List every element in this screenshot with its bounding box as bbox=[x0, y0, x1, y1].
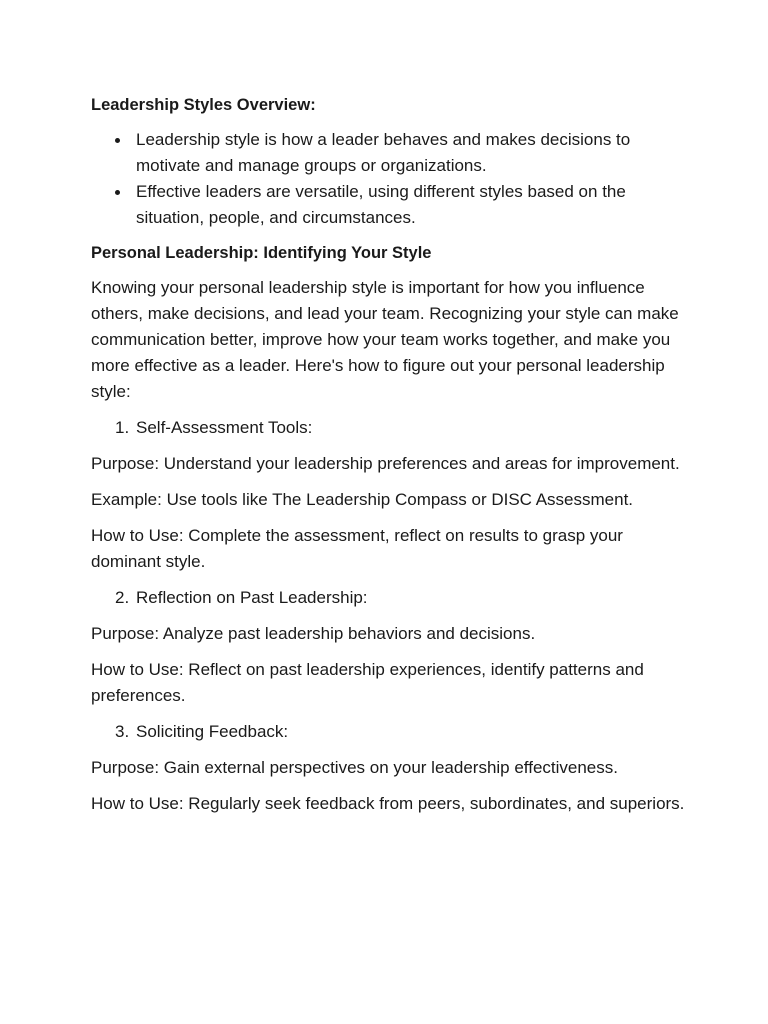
numbered-item-feedback bbox=[91, 719, 691, 745]
item-number: 2. bbox=[115, 588, 130, 607]
bullet-text: Effective leaders are versatile, using different styles based on the situation, people, and circumstances. bbox=[136, 182, 626, 227]
numbered-item-self-assessment bbox=[91, 415, 691, 441]
example-paragraph: Example: Use tools like The Leadership Compass or DISC Assessment. bbox=[91, 490, 634, 509]
purpose-paragraph: Purpose: Understand your leadership preferences and areas for improvement. bbox=[91, 454, 680, 473]
bullet-list bbox=[91, 127, 691, 231]
bullet-text: Leadership style is how a leader behaves and makes decisions to motivate and manage groups or organizations. bbox=[136, 130, 631, 175]
bullet-item bbox=[91, 127, 691, 179]
item-number: 1. bbox=[115, 418, 130, 437]
item-number: 3. bbox=[115, 722, 130, 741]
how-to-use-paragraph: How to Use: Reflect on past leadership experiences, identify patterns and preferences. bbox=[91, 660, 644, 705]
bullet-dot-icon bbox=[115, 190, 120, 195]
intro-paragraph: Knowing your personal leadership style is important for how you influence others, make decisions, and lead your team. Recognizing your style can make communication better, improve how your team works together, and make you more effective as a leader. Here's how to figure out your personal leadership style: bbox=[91, 278, 679, 401]
item-title: Soliciting Feedback: bbox=[136, 722, 289, 741]
numbered-item-reflection bbox=[91, 585, 691, 611]
item-title: Reflection on Past Leadership: bbox=[136, 588, 368, 607]
how-to-use-paragraph: How to Use: Regularly seek feedback from peers, subordinates, and superiors. bbox=[91, 794, 685, 813]
section-heading-personal-leadership: Personal Leadership: Identifying Your Style bbox=[91, 244, 432, 262]
bullet-item bbox=[91, 179, 691, 231]
section-heading-styles-overview: Leadership Styles Overview: bbox=[91, 96, 316, 114]
item-title: Self-Assessment Tools: bbox=[136, 418, 313, 437]
purpose-paragraph: Purpose: Analyze past leadership behaviors and decisions. bbox=[91, 624, 536, 643]
how-to-use-paragraph: How to Use: Complete the assessment, reflect on results to grasp your dominant style. bbox=[91, 526, 623, 571]
purpose-paragraph: Purpose: Gain external perspectives on your leadership effectiveness. bbox=[91, 758, 618, 777]
document-page bbox=[91, 92, 691, 827]
bullet-dot-icon bbox=[115, 138, 120, 143]
